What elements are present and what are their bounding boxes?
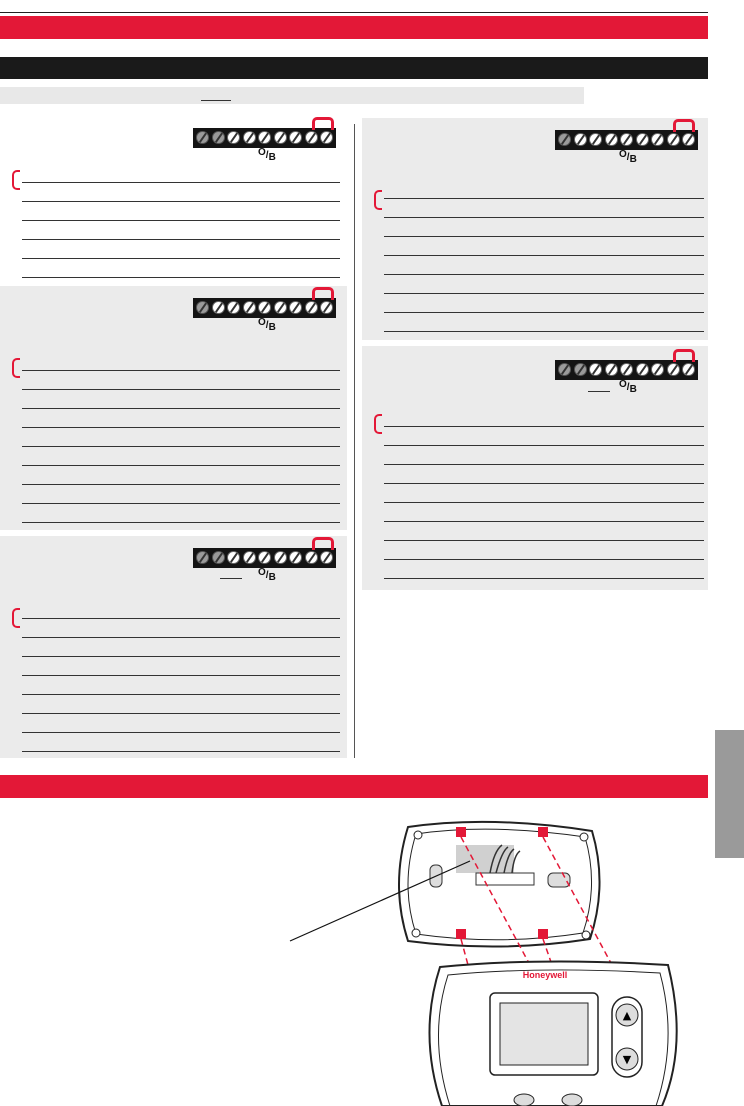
terminal-screw-icon: [258, 131, 271, 144]
wire-row-line: [22, 751, 340, 752]
wire-row-line: [384, 521, 704, 522]
terminal-screw-icon: [305, 131, 318, 144]
terminal-screw-icon: [227, 301, 240, 314]
terminal-screw-icon: [258, 551, 271, 564]
wire-row-line: [22, 713, 340, 714]
jumper-icon: [312, 117, 334, 130]
terminal-screw-icon: [558, 133, 571, 146]
up-arrow-glyph: ▲: [622, 1009, 632, 1022]
wire-rows: [22, 618, 340, 754]
wire-row-line: [384, 236, 704, 237]
alignment-marker-icon: [538, 929, 548, 939]
wiring-section-header-bar: [0, 16, 708, 39]
wire-row-line: [384, 426, 704, 427]
terminal-screw-icon: [320, 301, 333, 314]
wiring-panel-left-1: [0, 118, 347, 284]
terminal-screw-icon: [320, 551, 333, 564]
top-rule: [0, 12, 708, 13]
wire-rows: [22, 370, 340, 530]
terminal-screw-icon: [289, 551, 302, 564]
wiring-panel-right-1: [362, 118, 708, 340]
wiring-note-bar: [0, 87, 584, 104]
wire-row-line: [384, 293, 704, 294]
down-arrow-glyph: ▼: [622, 1053, 632, 1066]
terminal-screw-icon: [196, 301, 209, 314]
label-underline: [588, 391, 610, 392]
terminal-block: [555, 130, 698, 150]
screw-hole-icon: [582, 931, 590, 939]
wire-row-line: [22, 277, 340, 278]
terminal-label-ob: O/B: [619, 149, 637, 165]
terminal-label-ob: O/B: [258, 317, 276, 333]
bracket-icon: [374, 414, 382, 434]
wire-row-line: [22, 239, 340, 240]
wire-row-line: [384, 217, 704, 218]
terminal-screw-icon: [274, 131, 287, 144]
wiring-panel-left-2: [0, 286, 347, 530]
wire-row-line: [22, 675, 340, 676]
wire-row-line: [22, 182, 340, 183]
bracket-icon: [374, 190, 382, 210]
terminal-block: [193, 548, 336, 568]
terminal-screw-icon: [620, 363, 633, 376]
terminal-screw-icon: [667, 363, 680, 376]
terminal-screw-icon: [682, 133, 695, 146]
terminal-screw-icon: [605, 363, 618, 376]
terminal-screw-icon: [320, 131, 333, 144]
bracket-icon: [12, 358, 20, 378]
wire-rows: [384, 426, 704, 586]
terminal-block: [193, 128, 336, 148]
wiring-panel-right-2: [362, 346, 708, 590]
wire-row-line: [22, 201, 340, 202]
wire-row-line: [22, 484, 340, 485]
jumper-icon: [312, 537, 334, 550]
terminal-screw-icon: [289, 131, 302, 144]
terminal-screw-icon: [605, 133, 618, 146]
terminal-screw-icon: [212, 301, 225, 314]
alignment-marker-icon: [456, 827, 466, 837]
terminal-screw-icon: [620, 133, 633, 146]
terminal-screw-icon: [682, 363, 695, 376]
wire-row-line: [22, 656, 340, 657]
anchor-slot-icon: [548, 873, 570, 887]
terminal-screw-icon: [212, 551, 225, 564]
wire-row-line: [384, 483, 704, 484]
terminal-block: [555, 360, 698, 380]
brand-logo-text: Honeywell: [522, 970, 568, 980]
wire-row-line: [22, 220, 340, 221]
wire-row-line: [384, 464, 704, 465]
jumper-icon: [673, 119, 695, 132]
bottom-button-right: [562, 1094, 582, 1106]
screw-hole-icon: [414, 831, 422, 839]
terminal-screw-icon: [196, 131, 209, 144]
label-underline: [220, 578, 242, 579]
alignment-marker-icon: [456, 929, 466, 939]
wire-row-line: [384, 274, 704, 275]
terminal-screw-icon: [589, 363, 602, 376]
wire-row-line: [384, 445, 704, 446]
mounting-illustration: [290, 815, 632, 1106]
wire-row-line: [22, 732, 340, 733]
display-screen: [500, 1003, 588, 1065]
terminal-screw-icon: [636, 363, 649, 376]
note-underline: [201, 100, 231, 101]
terminal-screw-icon: [305, 301, 318, 314]
wire-row-line: [22, 618, 340, 619]
wire-row-line: [22, 446, 340, 447]
wire-row-line: [384, 559, 704, 560]
bottom-button-left: [514, 1094, 534, 1106]
terminal-label-ob: O/B: [258, 567, 276, 583]
terminal-screw-icon: [274, 551, 287, 564]
wire-row-line: [384, 255, 704, 256]
jumper-icon: [673, 349, 695, 362]
terminal-screw-icon: [651, 133, 664, 146]
wire-row-line: [22, 370, 340, 371]
terminal-screw-icon: [258, 301, 271, 314]
wire-row-line: [22, 503, 340, 504]
wiring-panel-left-3: [0, 536, 347, 758]
terminal-screw-icon: [667, 133, 680, 146]
terminal-screw-icon: [651, 363, 664, 376]
terminal-strip-icon: [476, 873, 534, 885]
terminal-screw-icon: [574, 133, 587, 146]
terminal-screw-icon: [589, 133, 602, 146]
side-language-tab: [715, 730, 744, 858]
wire-row-line: [22, 427, 340, 428]
wire-row-line: [22, 465, 340, 466]
terminal-label-ob: O/B: [619, 379, 637, 395]
terminal-screw-icon: [227, 131, 240, 144]
terminal-label-ob: O/B: [258, 147, 276, 163]
terminal-screw-icon: [289, 301, 302, 314]
wire-row-line: [384, 540, 704, 541]
mounting-section-header-bar: [0, 775, 708, 798]
wire-row-line: [22, 694, 340, 695]
bracket-icon: [12, 608, 20, 628]
terminal-screw-icon: [227, 551, 240, 564]
wire-row-line: [22, 408, 340, 409]
wire-row-line: [22, 637, 340, 638]
wire-row-line: [22, 258, 340, 259]
terminal-screw-icon: [636, 133, 649, 146]
terminal-screw-icon: [274, 301, 287, 314]
terminal-block: [193, 298, 336, 318]
terminal-screw-icon: [196, 551, 209, 564]
terminal-screw-icon: [243, 131, 256, 144]
terminal-screw-icon: [243, 301, 256, 314]
wire-row-line: [384, 331, 704, 332]
jumper-icon: [312, 287, 334, 300]
wire-row-line: [384, 198, 704, 199]
terminal-screw-icon: [558, 363, 571, 376]
alignment-marker-icon: [538, 827, 548, 837]
wire-rows: [22, 182, 340, 282]
wire-row-line: [22, 522, 340, 523]
wire-row-line: [22, 389, 340, 390]
terminal-screw-icon: [243, 551, 256, 564]
terminal-screw-icon: [212, 131, 225, 144]
wire-row-line: [384, 578, 704, 579]
wire-row-line: [384, 502, 704, 503]
wiring-sub-header-bar: [0, 57, 708, 79]
column-divider: [354, 124, 355, 758]
wire-rows: [384, 198, 704, 338]
terminal-screw-icon: [574, 363, 587, 376]
bracket-icon: [12, 170, 20, 190]
screw-hole-icon: [412, 929, 420, 937]
terminal-screw-icon: [305, 551, 318, 564]
screw-hole-icon: [580, 833, 588, 841]
wire-row-line: [384, 312, 704, 313]
